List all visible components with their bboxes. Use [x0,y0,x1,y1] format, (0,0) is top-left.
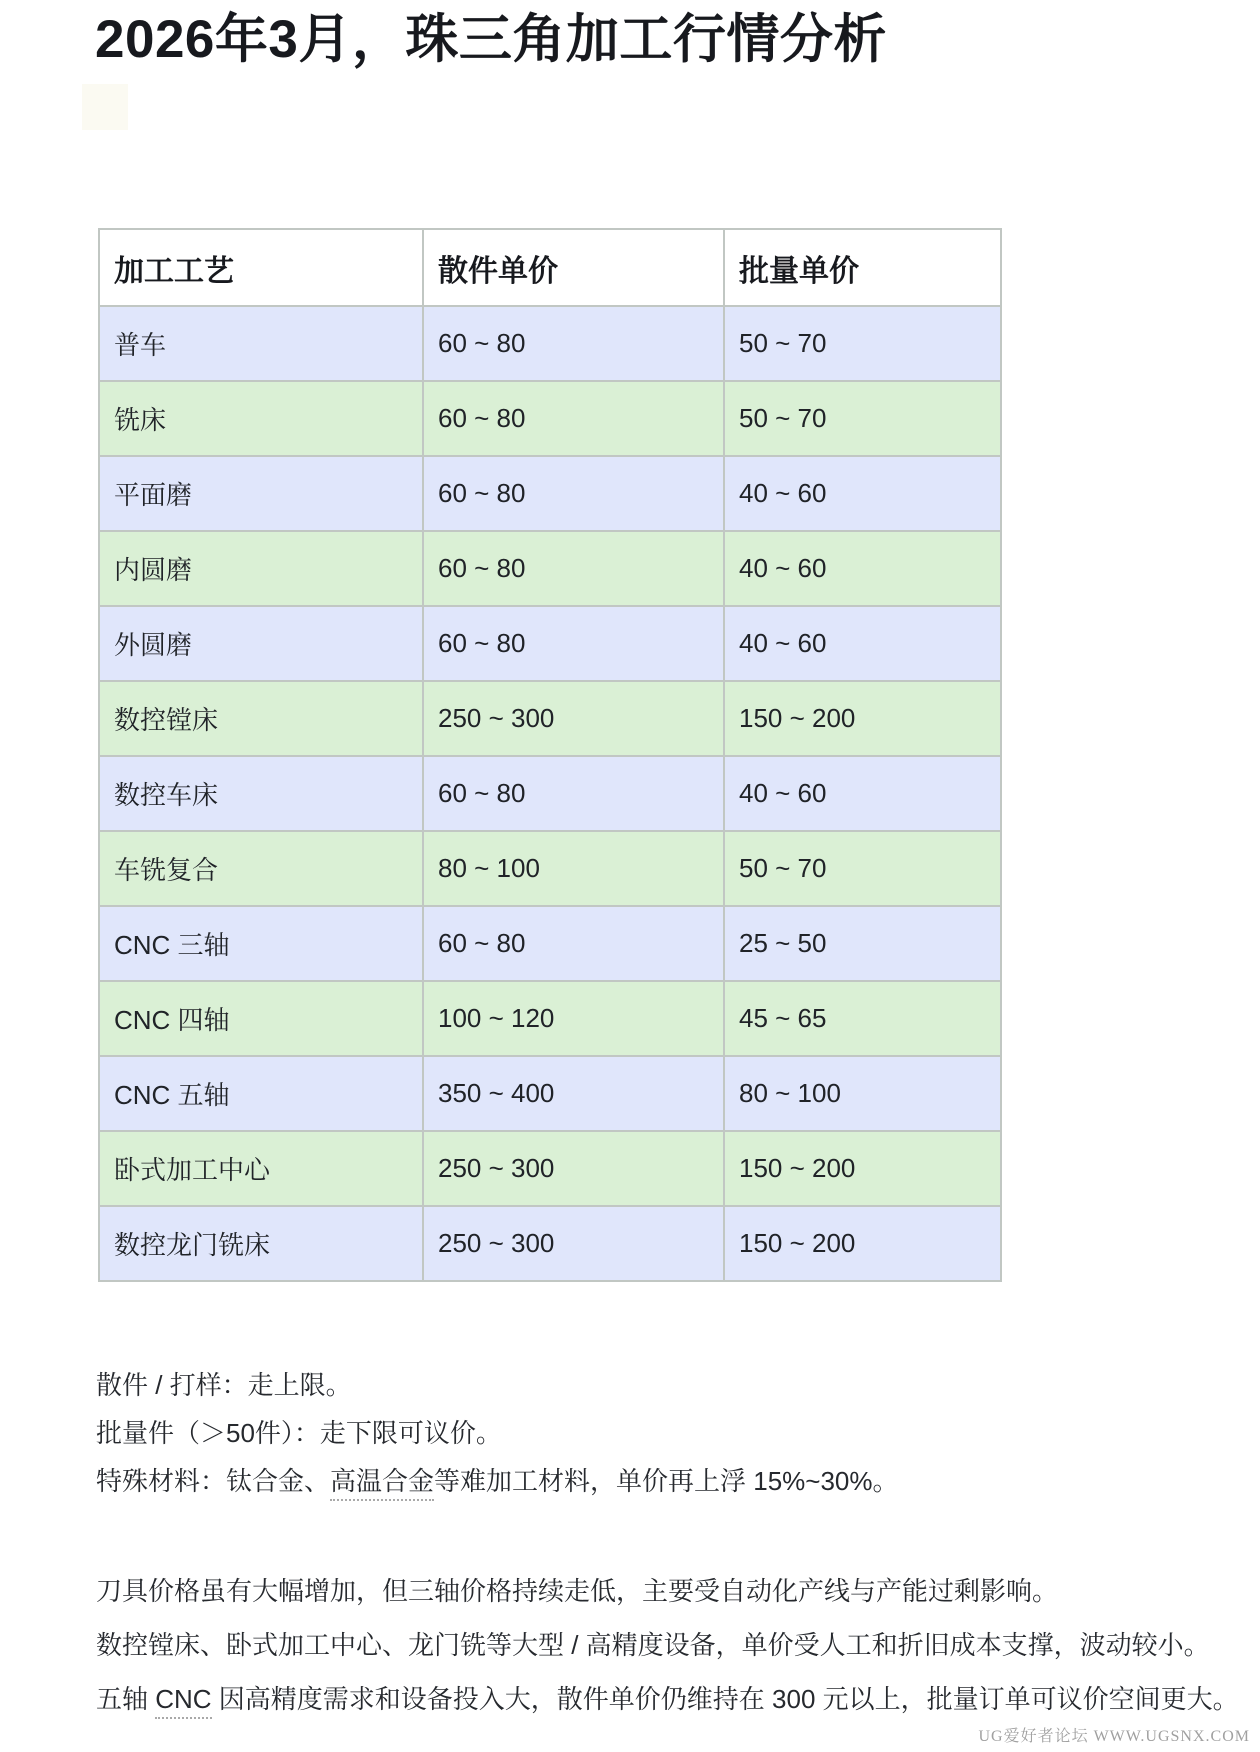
paragraph-line [96,1632,1239,1658]
cell-batch-unit-price: 50 ~ 70 [724,831,1001,906]
analysis-paragraphs [96,1578,1239,1740]
text-segment: 特殊材料：钛合金、 [96,1466,331,1496]
pricing-table-body [99,306,1001,1281]
cell-loose-unit-price: 250 ~ 300 [423,1131,724,1206]
cell-process: 数控车床 [99,756,423,831]
cell-loose-unit-price: 60 ~ 80 [423,531,724,606]
table-row [99,1206,1001,1281]
table-row [99,831,1001,906]
cell-batch-unit-price: 25 ~ 50 [724,906,1001,981]
text-segment: 散件 / 打样：走上限。 [96,1370,352,1400]
cell-batch-unit-price: 80 ~ 100 [724,1056,1001,1131]
decorative-square [82,84,128,130]
spellcheck-underlined-text: 高温合金 [330,1466,434,1501]
text-segment: 数控镗床、卧式加工中心、龙门铣等大型 / 高精度设备，单价受人工和折旧成本支撑，波动较小。 [96,1630,1210,1660]
cell-process: CNC 三轴 [99,906,423,981]
cell-batch-unit-price: 150 ~ 200 [724,1131,1001,1206]
spellcheck-underlined-text: CNC [155,1684,211,1719]
cell-batch-unit-price: 40 ~ 60 [724,756,1001,831]
cell-batch-unit-price: 40 ~ 60 [724,606,1001,681]
table-row [99,756,1001,831]
column-header: 散件单价 [423,229,724,306]
cell-batch-unit-price: 150 ~ 200 [724,1206,1001,1281]
table-row [99,681,1001,756]
cell-process: CNC 五轴 [99,1056,423,1131]
cell-loose-unit-price: 60 ~ 80 [423,606,724,681]
cell-loose-unit-price: 80 ~ 100 [423,831,724,906]
page-title: 2026年3月，珠三角加工行情分析 [95,10,887,69]
paragraph-line [96,1686,1239,1712]
cell-loose-unit-price: 350 ~ 400 [423,1056,724,1131]
cell-process: 平面磨 [99,456,423,531]
note-line [96,1420,899,1446]
text-segment: 五轴 [96,1684,156,1714]
text-segment: 因高精度需求和设备投入大，散件单价仍维持在 300 元以上，批量订单可议价空间更大。 [211,1684,1239,1714]
text-segment: 等难加工材料，单价再上浮 15%~30%。 [434,1466,899,1496]
cell-loose-unit-price: 60 ~ 80 [423,306,724,381]
cell-process: 数控镗床 [99,681,423,756]
cell-process: 数控龙门铣床 [99,1206,423,1281]
cell-process: 铣床 [99,381,423,456]
cell-batch-unit-price: 40 ~ 60 [724,531,1001,606]
watermark: UG爱好者论坛 WWW.UGSNX.COM [978,1728,1250,1745]
paragraph-line [96,1578,1239,1604]
table-row [99,906,1001,981]
note-line [96,1372,899,1398]
cell-batch-unit-price: 40 ~ 60 [724,456,1001,531]
cell-process: 普车 [99,306,423,381]
cell-loose-unit-price: 250 ~ 300 [423,1206,724,1281]
text-segment: 刀具价格虽有大幅增加，但三轴价格持续走低，主要受自动化产线与产能过剩影响。 [96,1576,1059,1606]
cell-loose-unit-price: 250 ~ 300 [423,681,724,756]
cell-loose-unit-price: 60 ~ 80 [423,756,724,831]
cell-process: CNC 四轴 [99,981,423,1056]
table-row [99,981,1001,1056]
pricing-table-header [99,229,1001,306]
table-row [99,306,1001,381]
notes-section [96,1372,899,1516]
text-segment: 批量件（＞50件）：走下限可议价。 [96,1418,502,1448]
cell-loose-unit-price: 100 ~ 120 [423,981,724,1056]
table-row [99,381,1001,456]
column-header: 加工工艺 [99,229,423,306]
pricing-table-container [98,228,1002,1282]
cell-loose-unit-price: 60 ~ 80 [423,456,724,531]
cell-loose-unit-price: 60 ~ 80 [423,906,724,981]
table-row [99,456,1001,531]
table-row [99,1056,1001,1131]
cell-loose-unit-price: 60 ~ 80 [423,381,724,456]
cell-batch-unit-price: 50 ~ 70 [724,306,1001,381]
cell-batch-unit-price: 50 ~ 70 [724,381,1001,456]
column-header: 批量单价 [724,229,1001,306]
cell-process: 车铣复合 [99,831,423,906]
pricing-table [98,228,1002,1282]
cell-process: 外圆磨 [99,606,423,681]
cell-batch-unit-price: 150 ~ 200 [724,681,1001,756]
cell-process: 内圆磨 [99,531,423,606]
table-row [99,531,1001,606]
cell-batch-unit-price: 45 ~ 65 [724,981,1001,1056]
table-row [99,606,1001,681]
note-line [96,1468,899,1494]
table-row [99,1131,1001,1206]
cell-process: 卧式加工中心 [99,1131,423,1206]
